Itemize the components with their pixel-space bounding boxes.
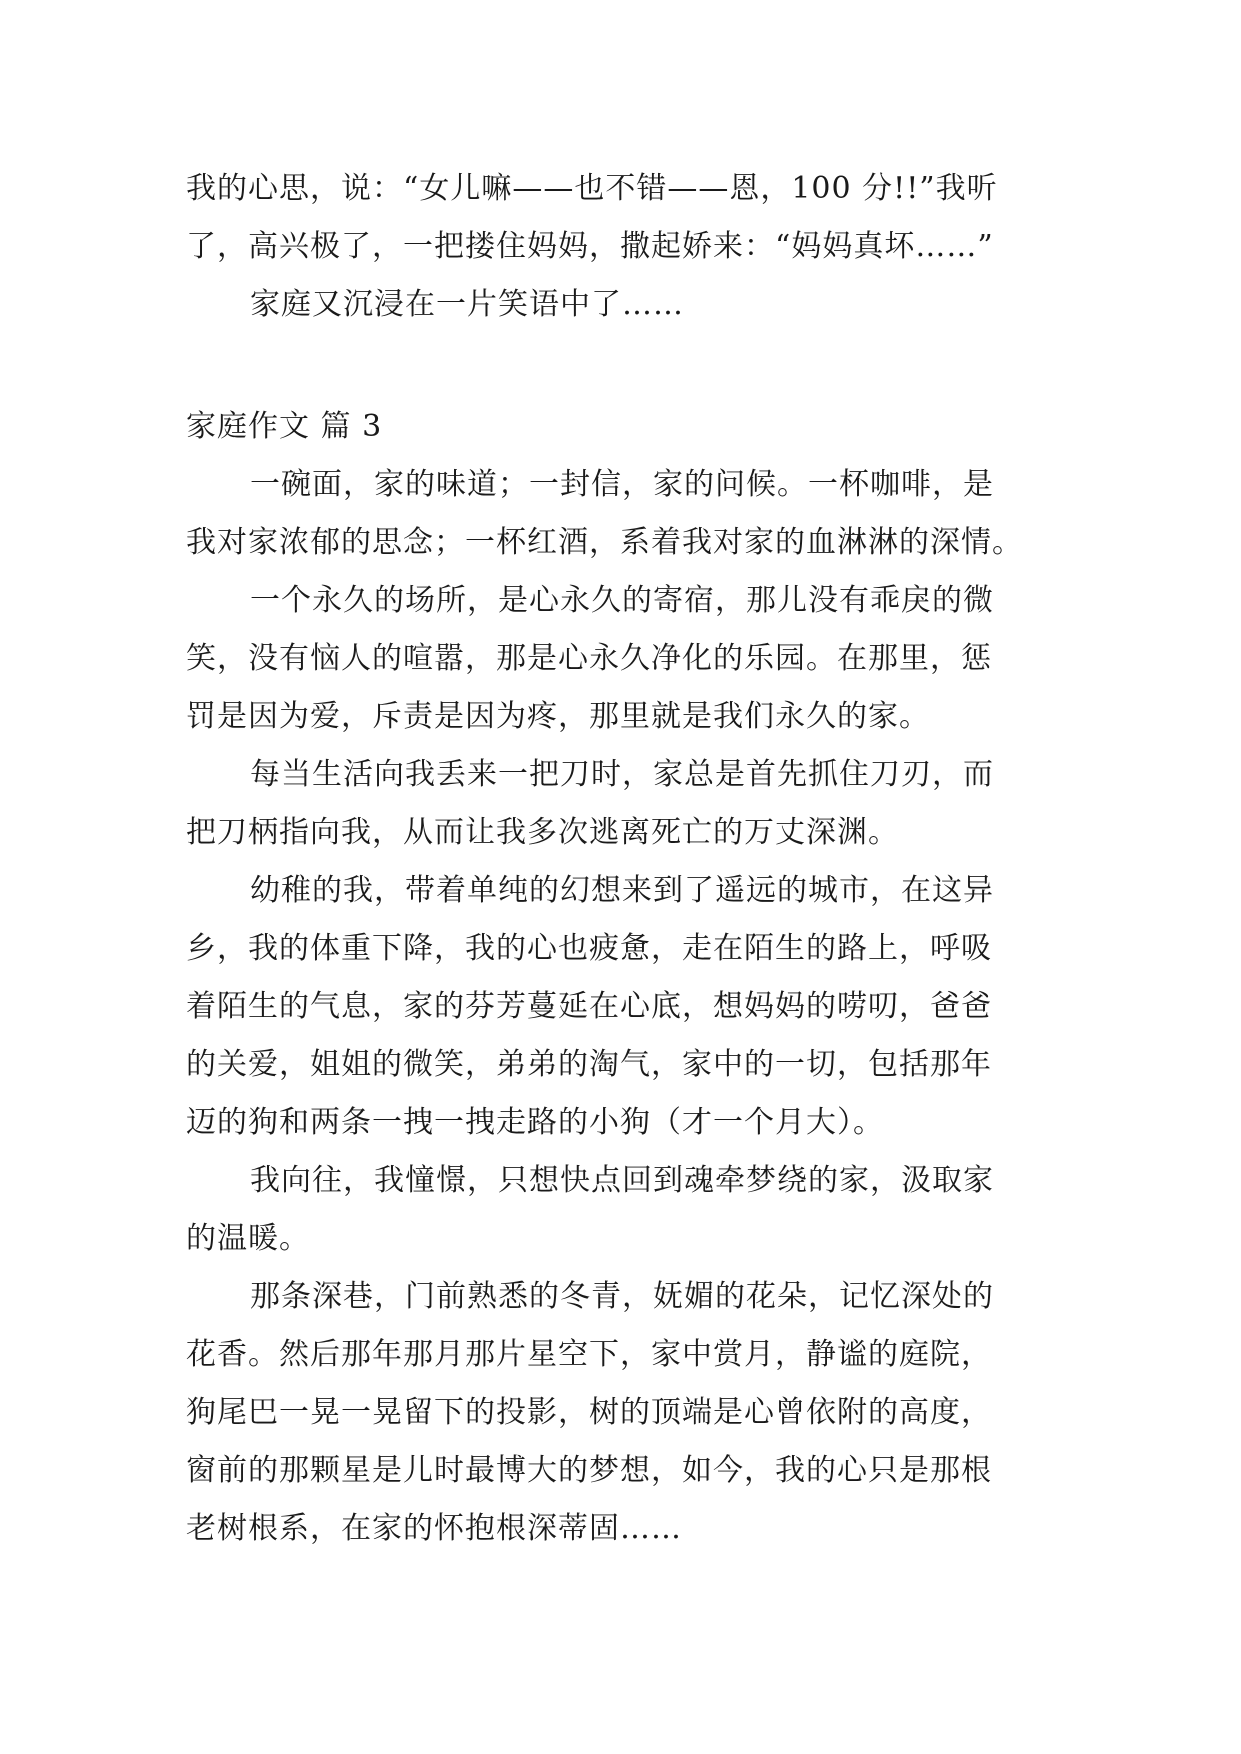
paragraph-line: 一个永久的场所，是心永久的寄宿，那儿没有乖戾的微 <box>250 583 994 618</box>
text-line: 窗前的那颗星是儿时最博大的梦想，如今，我的心只是那根 <box>186 1453 992 1488</box>
text-line: 的温暖。 <box>186 1221 310 1256</box>
text-line: 笑，没有恼人的喧嚣，那是心永久净化的乐园。在那里，惩 <box>186 641 992 676</box>
text-line: 我对家浓郁的思念；一杯红酒，系着我对家的血淋淋的深情。 <box>186 525 1023 560</box>
text-line: 着陌生的气息，家的芬芳蔓延在心底，想妈妈的唠叨，爸爸 <box>186 989 992 1024</box>
paragraph-line: 每当生活向我丢来一把刀时，家总是首先抓住刀刃，而 <box>250 757 994 792</box>
paragraph-line: 家庭又沉浸在一片笑语中了…… <box>250 287 684 322</box>
section-spacer <box>186 334 1056 398</box>
text-line: 把刀柄指向我，从而让我多次逃离死亡的万丈深渊。 <box>186 815 899 850</box>
text-line: 的关爱，姐姐的微笑，弟弟的淘气，家中的一切，包括那年 <box>186 1047 992 1082</box>
text-line: 老树根系，在家的怀抱根深蒂固…… <box>186 1511 682 1546</box>
paragraph-line: 一碗面，家的味道；一封信，家的问候。一杯咖啡，是 <box>250 467 994 502</box>
document-body <box>186 160 1056 1558</box>
text-line: 狗尾巴一晃一晃留下的投影，树的顶端是心曾依附的高度， <box>186 1395 992 1430</box>
text-line: 了，高兴极了，一把搂住妈妈，撒起娇来：“妈妈真坏……” <box>186 229 994 264</box>
text-line: 罚是因为爱，斥责是因为疼，那里就是我们永久的家。 <box>186 699 930 734</box>
text-line: 乡，我的体重下降，我的心也疲惫，走在陌生的路上，呼吸 <box>186 931 992 966</box>
text-line: 迈的狗和两条一拽一拽走路的小狗（才一个月大）。 <box>186 1105 884 1140</box>
section-title: 家庭作文 篇 3 <box>186 409 383 444</box>
text-line: 我的心思，说：“女儿嘛——也不错——恩，100 分!!”我听 <box>186 171 998 206</box>
paragraph-line: 我向往，我憧憬，只想快点回到魂牵梦绕的家，汲取家 <box>250 1163 994 1198</box>
paragraph-line: 那条深巷，门前熟悉的冬青，妩媚的花朵，记忆深处的 <box>250 1279 994 1314</box>
paragraph-line: 幼稚的我，带着单纯的幻想来到了遥远的城市，在这异 <box>250 873 994 908</box>
text-line: 花香。然后那年那月那片星空下，家中赏月，静谧的庭院， <box>186 1337 992 1372</box>
